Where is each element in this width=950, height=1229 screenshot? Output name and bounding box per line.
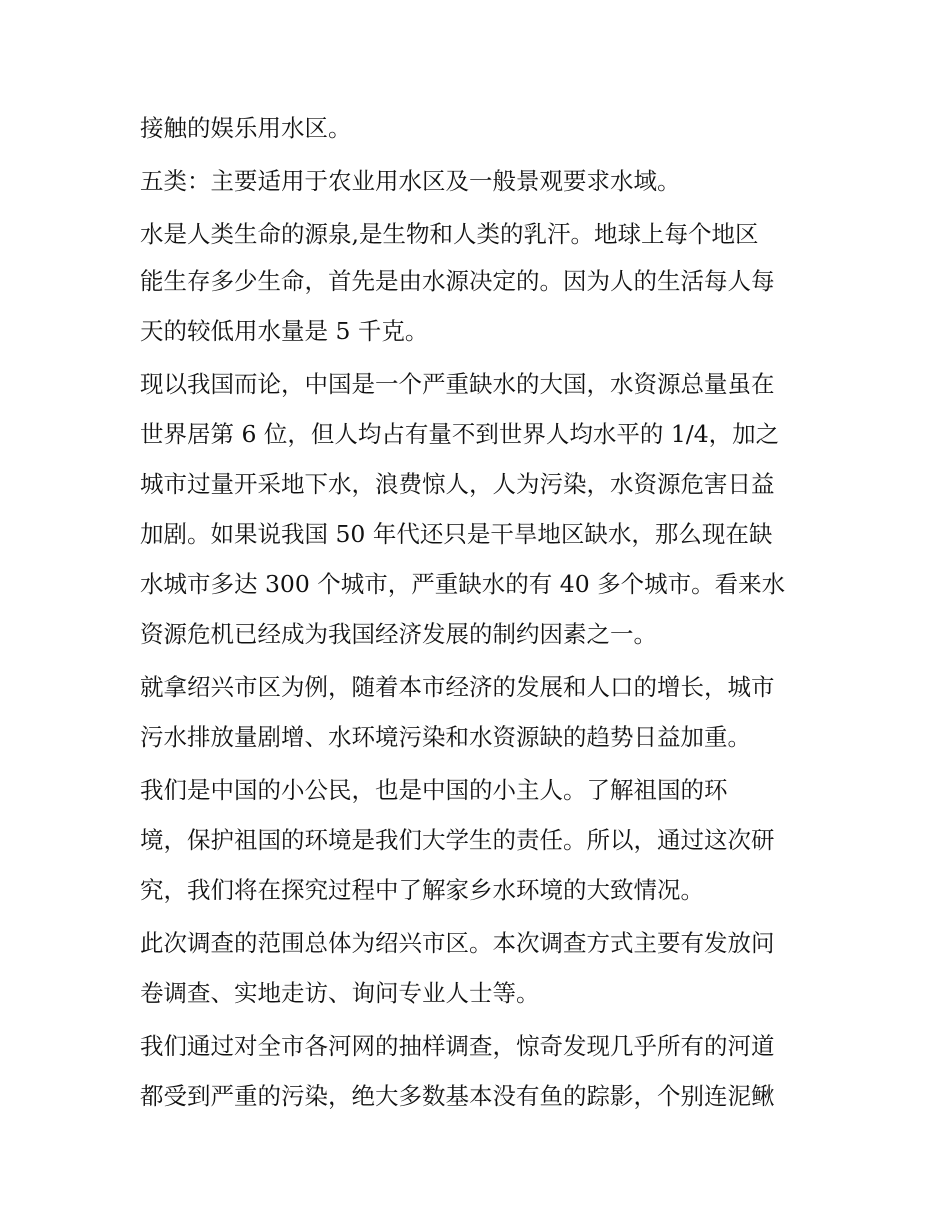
text-line: 世界居第 6 位，但人均占有量不到世界人均水平的 1/4，加之: [140, 420, 780, 448]
text-line: 境，保护祖国的环境是我们大学生的责任。所以，通过这次研: [140, 826, 775, 854]
text-line: 究，我们将在探究过程中了解家乡水环境的大致情况。: [140, 876, 704, 904]
text-line: 污水排放量剧增、水环境污染和水资源缺的趋势日益加重。: [140, 723, 751, 751]
text-line: 现以我国而论，中国是一个严重缺水的大国，水资源总量虽在: [140, 370, 775, 398]
text-line: 我们是中国的小公民，也是中国的小主人。了解祖国的环: [140, 776, 728, 804]
text-line: 能生存多少生命，首先是由水源决定的。因为人的生活每人每: [140, 267, 775, 295]
text-line: 都受到严重的污染，绝大多数基本没有鱼的踪影，个别连泥鳅: [140, 1082, 775, 1110]
text-line: 水是人类生命的源泉,是生物和人类的乳汗。地球上每个地区: [140, 220, 759, 248]
text-line: 资源危机已经成为我国经济发展的制约因素之一。: [140, 620, 657, 648]
text-line: 就拿绍兴市区为例，随着本市经济的发展和人口的增长，城市: [140, 673, 775, 701]
text-line: 此次调查的范围总体为绍兴市区。本次调查方式主要有发放问: [140, 929, 775, 957]
text-line: 加剧。如果说我国 50 年代还只是干旱地区缺水，那么现在缺: [140, 520, 773, 548]
text-line: 接触的娱乐用水区。: [140, 114, 352, 142]
text-line: 天的较低用水量是 5 千克。: [140, 317, 429, 345]
text-line: 五类：主要适用于农业用水区及一般景观要求水域。: [140, 167, 681, 195]
text-line: 水城市多达 300 个城市，严重缺水的有 40 多个城市。看来水: [140, 570, 786, 598]
text-line: 卷调查、实地走访、询问专业人士等。: [140, 979, 540, 1007]
text-line: 城市过量开采地下水，浪费惊人，人为污染，水资源危害日益: [140, 470, 775, 498]
text-line: 我们通过对全市各河网的抽样调查，惊奇发现几乎所有的河道: [140, 1032, 775, 1060]
